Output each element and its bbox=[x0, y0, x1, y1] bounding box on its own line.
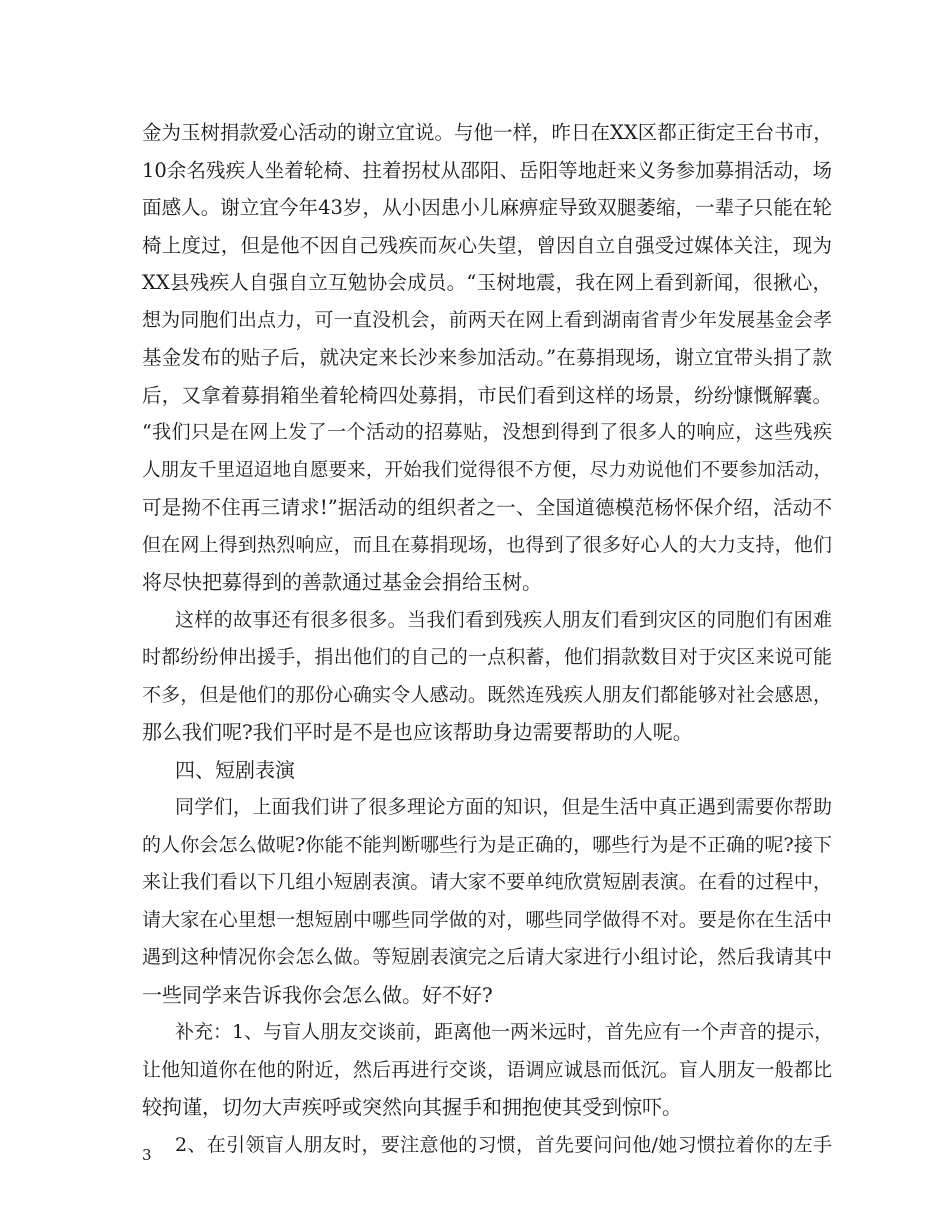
text-line: 人朋友千里迢迢地自愿要来，开始我们觉得很不方便，尽力劝说他们不要参加活动， bbox=[142, 459, 832, 481]
text-line: “我们只是在网上发了一个活动的招募贴，没想到得到了很多人的响应，这些残疾 bbox=[142, 421, 832, 443]
paragraph-first-line: 四、短剧表演 bbox=[175, 757, 295, 782]
text-line: 那么我们呢?我们平时是不是也应该帮助身边需要帮助的人呢。 bbox=[142, 720, 693, 744]
paragraph-first-line: 这样的故事还有很多很多。当我们看到残疾人朋友们看到灾区的同胞们有困难 bbox=[175, 608, 832, 631]
page-number: 3 bbox=[142, 1146, 152, 1164]
text-line: 遇到这种情况你会怎么做。等短剧表演完之后请大家进行小组讨论，然后我请其中 bbox=[142, 946, 832, 968]
text-line: 可是拗不住再三请求!”据活动的组织者之一、全国道德模范杨怀保介绍，活动不 bbox=[142, 496, 832, 519]
text-line: 请大家在心里想一想短剧中哪些同学做的对，哪些同学做得不对。要是你在生活中 bbox=[142, 908, 832, 931]
body-text bbox=[142, 114, 832, 1164]
text-line: 让他知道你在他的附近，然后再进行交谈，语调应诚恳而低沉。盲人朋友一般都比 bbox=[142, 1058, 832, 1081]
text-line: XX县残疾人自强自立互勉协会成员。“玉树地震，我在网上看到新闻，很揪心， bbox=[142, 271, 832, 294]
text-line: 10余名残疾人坐着轮椅、拄着拐杖从邵阳、岳阳等地赶来义务参加募捐活动，场 bbox=[142, 158, 832, 182]
paragraph-first-line: 2、在引领盲人朋友时，要注意他的习惯，首先要问问他/她习惯拉着你的左手 bbox=[175, 1133, 832, 1156]
text-line: 但在网上得到热烈响应，而且在募捐现场，也得到了很多好心人的大力支持，他们 bbox=[142, 533, 832, 556]
text-line: 时都纷纷伸出援手，捐出他们的自己的一点积蓄，他们捐款数目对于灾区来说可能 bbox=[142, 646, 832, 668]
text-line: 椅上度过，但是他不因自己残疾而灰心失望，曾因自立自强受过媒体关注，现为 bbox=[142, 233, 832, 257]
text-line: 后，又拿着募捐箱坐着轮椅四处募捐，市民们看到这样的场景，纷纷慷慨解囊。 bbox=[142, 383, 832, 407]
text-line: 想为同胞们出点力，可一直没机会，前两天在网上看到湖南省青少年发展基金会孝 bbox=[142, 308, 832, 331]
text-line: 一些同学来告诉我你会怎么做。好不好? bbox=[142, 982, 493, 1007]
text-line: 较拘谨，切勿大声疾呼或突然向其握手和拥抱使其受到惊吓。 bbox=[142, 1095, 682, 1119]
paragraph-first-line: 同学们，上面我们讲了很多理论方面的知识，但是生活中真正遇到需要你帮助 bbox=[175, 796, 832, 818]
text-line: 基金发布的贴子后，就决定来长沙来参加活动。”在募捐现场，谢立宜带头捐了款 bbox=[142, 346, 832, 369]
text-line: 面感人。谢立宜今年43岁，从小因患小儿麻痹症导致双腿萎缩，一辈子只能在轮 bbox=[142, 196, 832, 219]
paragraph-first-line: 补充：1、与盲人朋友交谈前，距离他一两米远时，首先应有一个声音的提示， bbox=[175, 1021, 834, 1043]
text-line: 金为玉树捐款爱心活动的谢立宜说。与他一样，昨日在XX区都正街定王台书市， bbox=[142, 121, 833, 144]
text-line: 来让我们看以下几组小短剧表演。请大家不要单纯欣赏短剧表演。在看的过程中， bbox=[142, 871, 832, 893]
text-line: 将尽快把募得到的善款通过基金会捐给玉树。 bbox=[142, 570, 542, 594]
text-line: 的人你会怎么做呢?你能不能判断哪些行为是正确的，哪些行为是不正确的呢?接下 bbox=[142, 833, 832, 856]
text-line: 不多，但是他们的那份心确实令人感动。既然连残疾人朋友们都能够对社会感恩， bbox=[142, 683, 832, 706]
